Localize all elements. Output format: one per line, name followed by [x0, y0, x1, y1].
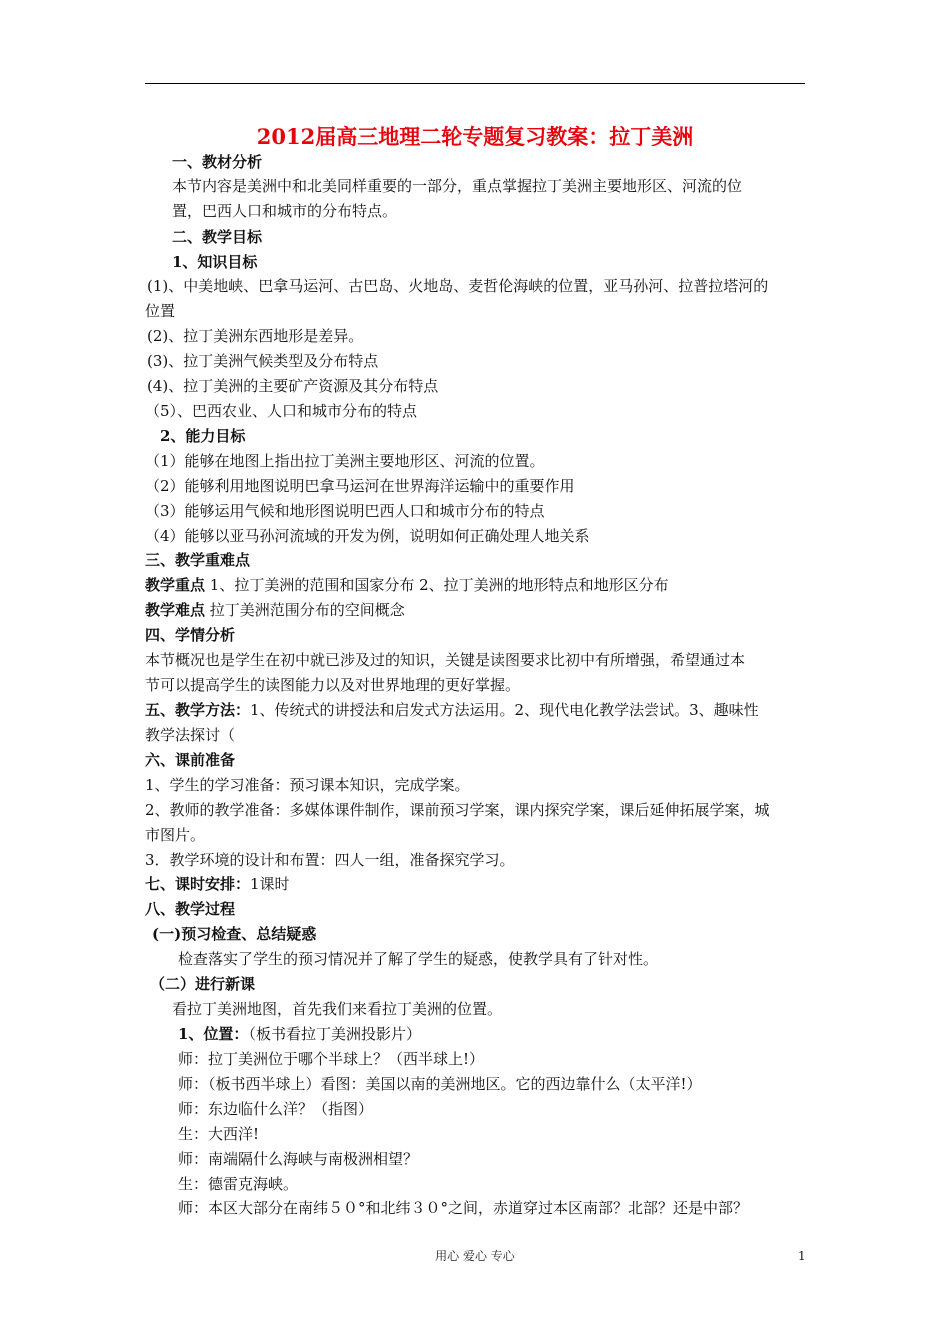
- dialogue-line: 师：拉丁美洲位于哪个半球上？（西半球上!）: [178, 1050, 485, 1068]
- document-title: 2012届高三地理二轮专题复习教案：拉丁美洲: [256, 124, 694, 149]
- paragraph-line: 教学法探讨（: [145, 726, 236, 744]
- paragraph-line: 本节概况也是学生在初中就已涉及过的知识，关键是读图要求比初中有所增强，希望通过本: [145, 651, 746, 669]
- list-item-continuation: 位置: [145, 302, 176, 320]
- difficult-points-line: [145, 598, 405, 622]
- paragraph-line: 2、教师的教学准备：多媒体课件制作，课前预习学案，课内探究学案，课后延伸拓展学案，城: [145, 801, 770, 819]
- heading-learner-analysis: 四、学情分析: [145, 626, 236, 644]
- list-item: （1）能够在地图上指出拉丁美洲主要地形区、河流的位置。: [145, 452, 545, 470]
- paragraph-line: 检查落实了学生的预习情况并了解了学生的疑惑，使教学具有了针对性。: [178, 950, 659, 968]
- paragraph-line: 节可以提高学生的读图能力以及对世界地理的更好掌握。: [145, 676, 521, 694]
- key-points-label: 教学重点: [145, 576, 206, 594]
- dialogue-line: 师：（板书西半球上）看图：美国以南的美洲地区。它的西边靠什么（太平洋!）: [178, 1075, 702, 1093]
- location-label: 1、位置：: [178, 1025, 249, 1043]
- paragraph-line: 1、学生的学习准备：预习课本知识，完成学案。: [145, 776, 470, 794]
- list-item: （2）能够利用地图说明巴拿马运河在世界海洋运输中的重要作用: [145, 477, 575, 495]
- paragraph-line: 本节内容是美洲中和北美同样重要的一部分，重点掌握拉丁美洲主要地形区、河流的位: [172, 177, 743, 195]
- paragraph-line: 置，巴西人口和城市的分布特点。: [172, 202, 398, 220]
- dialogue-line: 师：东边临什么洋？（指图）: [178, 1100, 374, 1118]
- teaching-methods-text: 1、传统式的讲授法和启发式方法运用。2、现代电化教学法尝试。3、趣味性: [250, 701, 759, 719]
- page-number: 1: [798, 1249, 806, 1263]
- location-line: [178, 1022, 421, 1046]
- dialogue-line: 师：本区大部分在南纬５０°和北纬３０°之间，赤道穿过本区南部？北部？还是中部？: [178, 1199, 749, 1217]
- list-item: （5）、巴西农业、人口和城市分布的特点: [145, 402, 418, 420]
- difficult-points-label: 教学难点: [145, 601, 206, 619]
- dialogue-line: 生：德雷克海峡。: [178, 1175, 299, 1193]
- list-item: (1)、中美地峡、巴拿马运河、古巴岛、火地岛、麦哲伦海峡的位置，亚马孙河、拉普拉塔河的: [147, 277, 769, 295]
- key-points-text: 1、拉丁美洲的范围和国家分布 2、拉丁美洲的地形特点和地形区分布: [205, 576, 669, 594]
- heading-teaching-process: 八、教学过程: [145, 900, 236, 918]
- dialogue-line: 生：大西洋!: [178, 1125, 260, 1143]
- subheading-ability-goals: 2、能力目标: [160, 427, 246, 445]
- class-hours-line: [145, 872, 290, 896]
- list-item: (2)、拉丁美洲东西地形是差异。: [147, 327, 364, 345]
- heading-preparation: 六、课前准备: [145, 751, 236, 769]
- subheading-knowledge-goals: 1、知识目标: [172, 253, 258, 271]
- subheading-new-lesson: （二）进行新课: [150, 975, 256, 993]
- list-item: (3)、拉丁美洲气候类型及分布特点: [147, 352, 379, 370]
- teaching-methods-line: [145, 698, 759, 722]
- class-hours-label: 七、课时安排：: [145, 875, 251, 893]
- heading-textbook-analysis: 一、教材分析: [172, 153, 263, 171]
- class-hours-text: 1课时: [250, 875, 290, 893]
- paragraph-line: 看拉丁美洲地图，首先我们来看拉丁美洲的位置。: [172, 1000, 503, 1018]
- teaching-methods-label: 五、教学方法：: [145, 701, 251, 719]
- list-item: （3）能够运用气候和地形图说明巴西人口和城市分布的特点: [145, 502, 545, 520]
- difficult-points-text: 拉丁美洲范围分布的空间概念: [205, 601, 405, 619]
- key-points-line: [145, 573, 669, 597]
- header-rule: [145, 83, 805, 84]
- dialogue-line: 师：南端隔什么海峡与南极洲相望？: [178, 1150, 419, 1168]
- list-item: （4）能够以亚马孙河流域的开发为例，说明如何正确处理人地关系: [145, 527, 590, 545]
- page-footer: 用心 爱心 专心: [435, 1249, 515, 1263]
- list-item: (4)、拉丁美洲的主要矿产资源及其分布特点: [147, 377, 439, 395]
- paragraph-line: 市图片。: [145, 826, 206, 844]
- paragraph-line: 3．教学环境的设计和布置：四人一组，准备探究学习。: [145, 851, 515, 869]
- subheading-preview-check: (一)预习检查、总结疑惑: [152, 925, 317, 943]
- location-text: （板书看拉丁美洲投影片）: [248, 1025, 421, 1043]
- heading-key-difficult-points: 三、教学重难点: [145, 551, 251, 569]
- heading-teaching-goals: 二、教学目标: [172, 228, 263, 246]
